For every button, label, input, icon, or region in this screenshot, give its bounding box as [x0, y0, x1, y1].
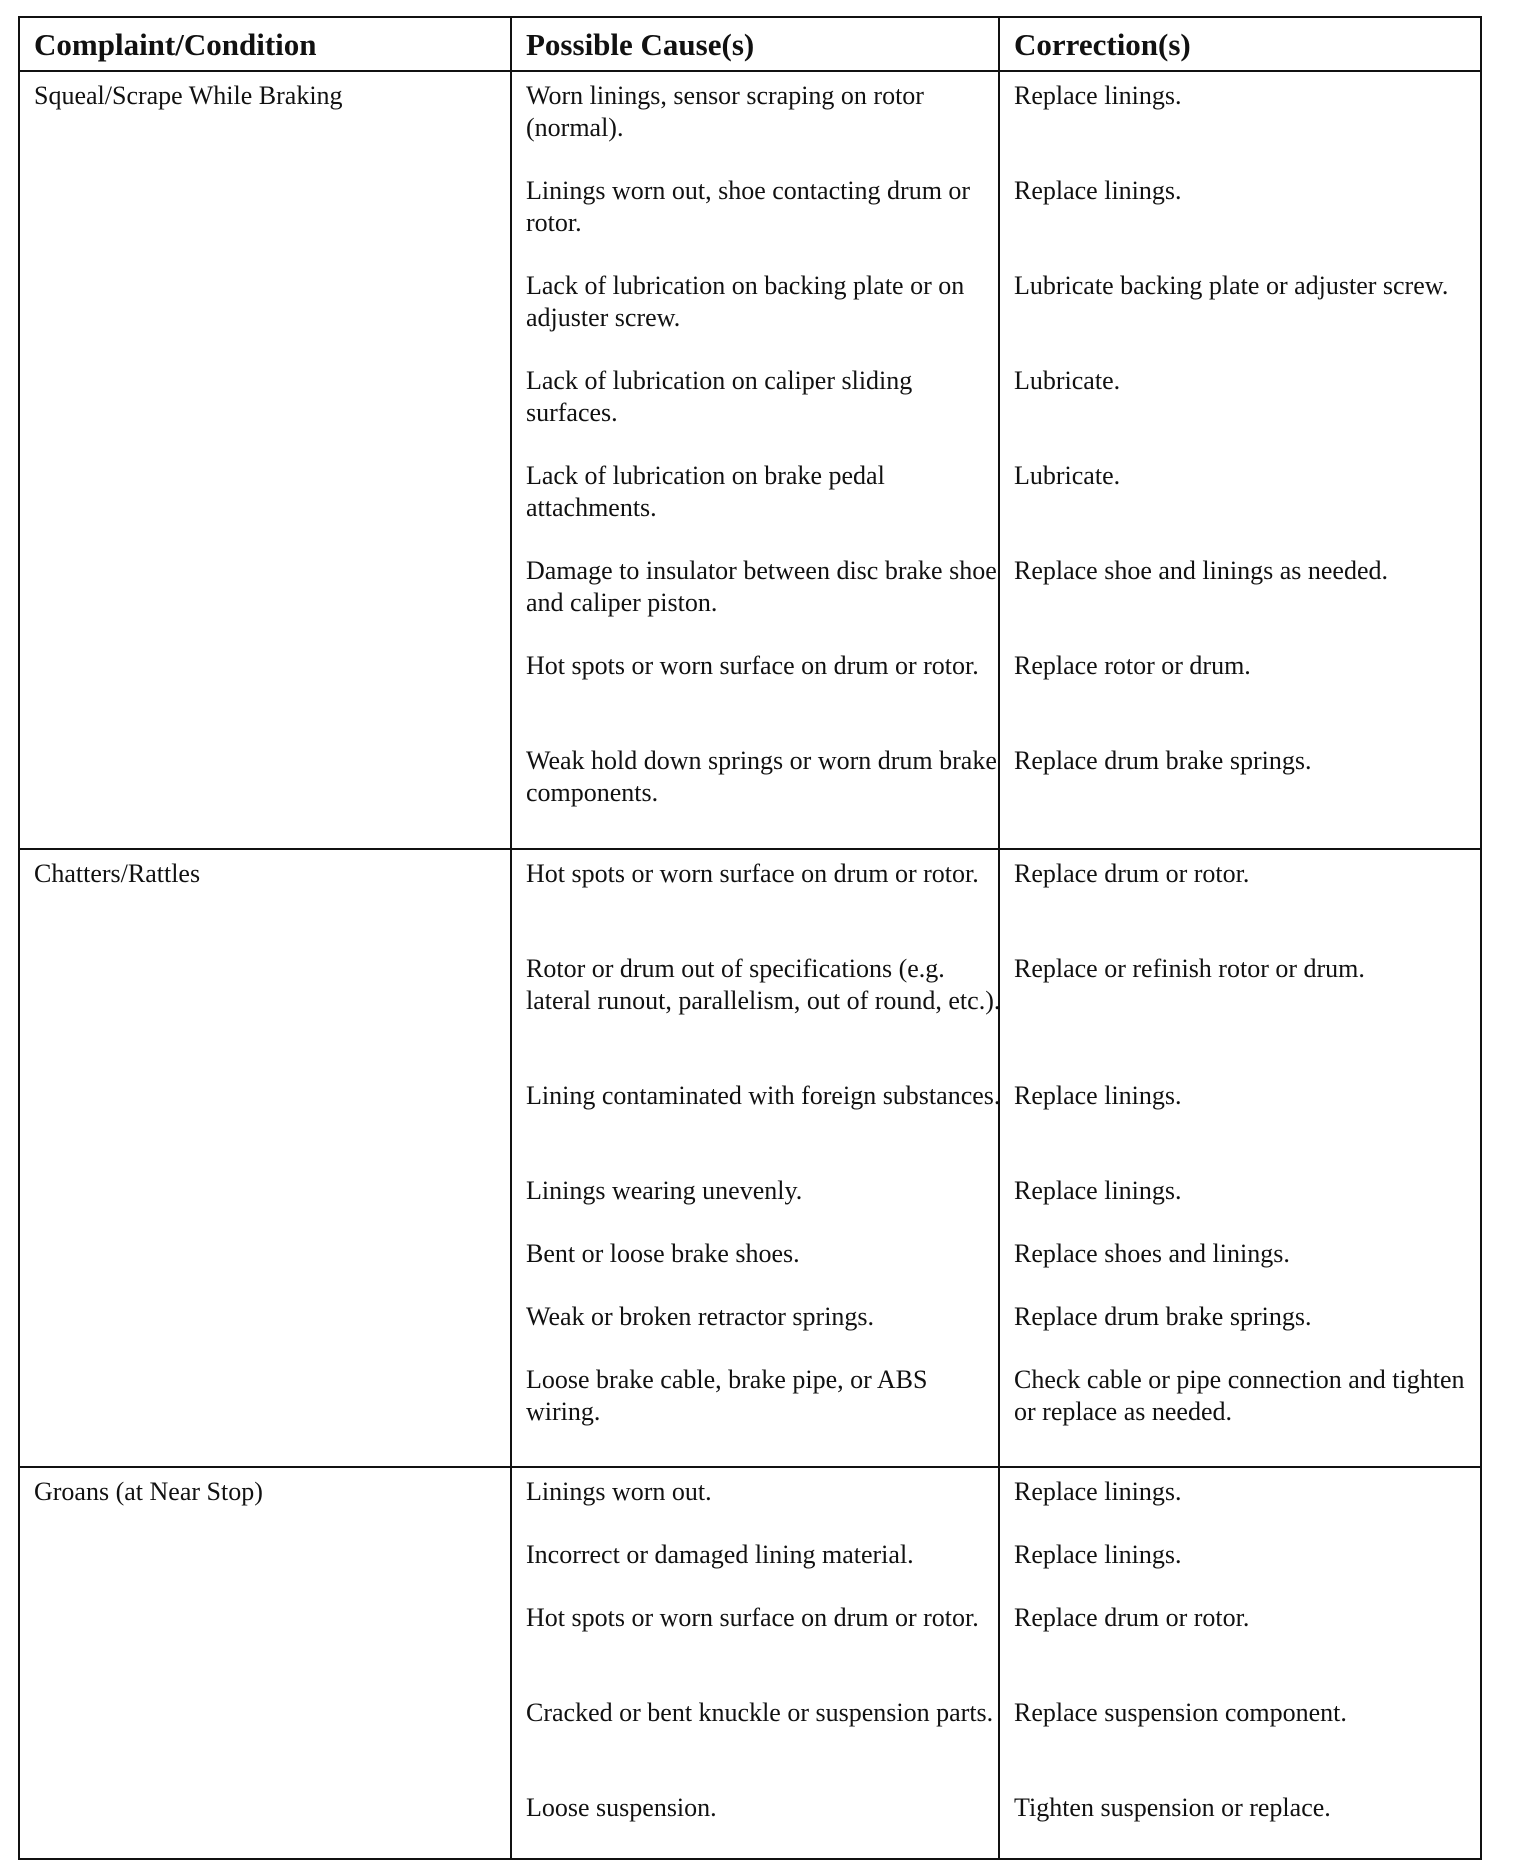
- section-divider-1: [20, 848, 1480, 850]
- cause-cell: Lack of lubrication on caliper sliding surfaces.: [526, 366, 913, 427]
- correction-cell: Replace rotor or drum.: [1014, 651, 1251, 680]
- correction-cell: Replace shoe and linings as needed.: [1014, 556, 1388, 585]
- cause-cell: Rotor or drum out of specifications (e.g. lateral runout, parallelism, out of round, etc.).: [526, 954, 1001, 1015]
- correction-cell: Replace or refinish rotor or drum.: [1014, 954, 1365, 983]
- cause-cell: Bent or loose brake shoes.: [526, 1239, 800, 1268]
- correction-cell: Replace linings.: [1014, 81, 1182, 110]
- correction-cell: Lubricate backing plate or adjuster screw.: [1014, 271, 1449, 300]
- correction-cell: Replace drum brake springs.: [1014, 1302, 1312, 1331]
- correction-cell: Replace drum or rotor.: [1014, 859, 1250, 888]
- header-divider: [20, 70, 1480, 72]
- cause-cell: Linings wearing unevenly.: [526, 1176, 803, 1205]
- cause-cell: Hot spots or worn surface on drum or rotor.: [526, 651, 979, 680]
- correction-cell: Replace linings.: [1014, 1176, 1182, 1205]
- column-divider-1: [510, 18, 512, 1858]
- cause-cell: Hot spots or worn surface on drum or rotor.: [526, 1603, 979, 1632]
- condition-label: Chatters/Rattles: [34, 859, 201, 888]
- header-complaint: Complaint/Condition: [34, 27, 317, 62]
- correction-cell: Lubricate.: [1014, 366, 1121, 395]
- correction-cell: Replace linings.: [1014, 176, 1182, 205]
- correction-cell: Replace suspension component.: [1014, 1698, 1347, 1727]
- correction-cell: Replace drum brake springs.: [1014, 746, 1312, 775]
- cause-cell: Lack of lubrication on brake pedal attachments.: [526, 461, 885, 522]
- correction-cell: Replace drum or rotor.: [1014, 1603, 1250, 1632]
- correction-cell: Lubricate.: [1014, 461, 1121, 490]
- cause-cell: Weak or broken retractor springs.: [526, 1302, 875, 1331]
- cause-cell: Linings worn out.: [526, 1477, 712, 1506]
- correction-cell: Replace linings.: [1014, 1540, 1182, 1569]
- cause-cell: Incorrect or damaged lining material.: [526, 1540, 914, 1569]
- cause-cell: Lack of lubrication on backing plate or on adjuster screw.: [526, 271, 965, 332]
- correction-cell: Tighten suspension or replace.: [1014, 1793, 1331, 1822]
- correction-cell: Replace linings.: [1014, 1081, 1182, 1110]
- condition-label: Groans (at Near Stop): [34, 1477, 263, 1506]
- cause-cell: Loose brake cable, brake pipe, or ABS wiring.: [526, 1365, 928, 1426]
- cause-cell: Hot spots or worn surface on drum or rotor.: [526, 859, 979, 888]
- correction-cell: Replace shoes and linings.: [1014, 1239, 1290, 1268]
- header-cause: Possible Cause(s): [526, 27, 755, 62]
- section-divider-2: [20, 1466, 1480, 1468]
- header-correction: Correction(s): [1014, 27, 1191, 62]
- condition-label: Squeal/Scrape While Braking: [34, 81, 343, 110]
- cause-cell: Lining contaminated with foreign substances.: [526, 1081, 1001, 1110]
- cause-cell: Damage to insulator between disc brake shoe and caliper piston.: [526, 556, 997, 617]
- cause-cell: Worn linings, sensor scraping on rotor (normal).: [526, 81, 924, 142]
- cause-cell: Cracked or bent knuckle or suspension parts.: [526, 1698, 994, 1727]
- correction-cell: Replace linings.: [1014, 1477, 1182, 1506]
- cause-cell: Linings worn out, shoe contacting drum or rotor.: [526, 176, 971, 237]
- cause-cell: Weak hold down springs or worn drum brake components.: [526, 746, 997, 807]
- troubleshooting-table: [18, 16, 1482, 1860]
- correction-cell: Check cable or pipe connection and tighten or replace as needed.: [1014, 1365, 1465, 1426]
- cause-cell: Loose suspension.: [526, 1793, 717, 1822]
